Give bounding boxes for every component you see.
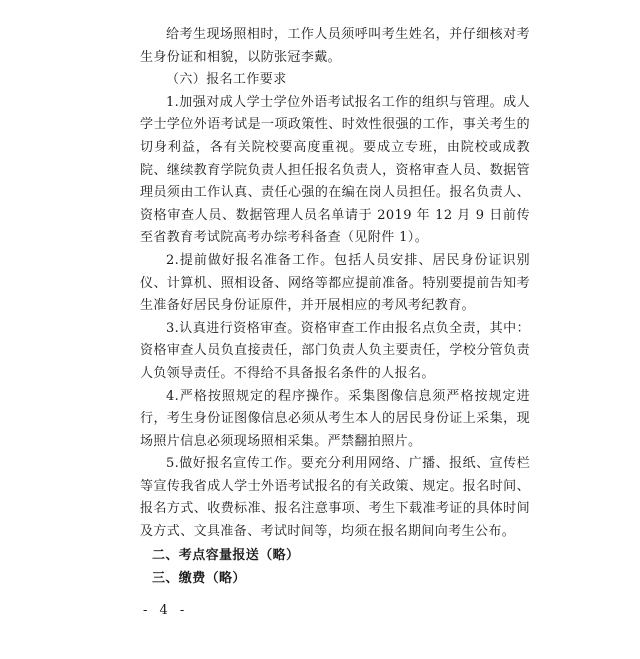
section-heading-registration-requirements: （六）报名工作要求 xyxy=(166,72,287,88)
section-heading-capacity-report: 二、考点容量报送（略） xyxy=(152,547,300,563)
paragraph-item-4-procedure: 4.严格按照规定的程序操作。采集图像信息须严格按规定进行，考生身份证图像信息必须从考生本人的居民身份证上采集，现场照片信息必须现场照相采集。严禁翻拍照片。 xyxy=(140,388,530,449)
paragraph-item-2-preparation: 2.提前做好报名准备工作。包括人员安排、居民身份证识别仪、计算机、照相设备、网络等都应提前准备。特别要提前告知考生准备好居民身份证原件，并开展相应的考风考纪教育。 xyxy=(140,252,530,314)
document-body xyxy=(140,24,530,590)
paragraph-item-5-publicity: 5.做好报名宣传工作。要充分利用网络、广播、报纸、宣传栏等宣传我省成人学士外语考试报名的有关政策、规定。报名时间、报名方式、收费标准、报名注意事项、考生下载准考证的具体时间及方式、文具准备、考试时间等，均须在报名期间向考生公布。 xyxy=(140,456,530,540)
paragraph-photo-verification: 给考生现场照相时，工作人员须呼叫考生姓名，并仔细核对考生身份证和相貌，以防张冠李戴。 xyxy=(140,27,530,65)
page-number: - 4 - xyxy=(143,603,189,618)
paragraph-item-1-organization: 1.加强对成人学士学位外语考试报名工作的组织与管理。成人学士学位外语考试是一项政策性、时效性很强的工作，事关考生的切身利益，各有关院校要高度重视。要成立专班，由院校或成教院、继续教育学院负责人担任报名负责人，资格审查人员、数据管理员须由工作认真、责任心强的在编在岗人员担任。报名负责人、资格审查人员、数据管理人员名单请于 2019 年 12 月 9 日前传至省教育考试院高考办综考科备查（见附件 1）。 xyxy=(140,94,530,246)
section-heading-payment: 三、缴费（略） xyxy=(152,570,246,586)
paragraph-item-3-qualification-review: 3.认真进行资格审查。资格审查工作由报名点负全责，其中：资格审查人员负直接责任，部门负责人负主要责任，学校分管负责人负领导责任。不得给不具备报名条件的人报名。 xyxy=(140,320,530,381)
